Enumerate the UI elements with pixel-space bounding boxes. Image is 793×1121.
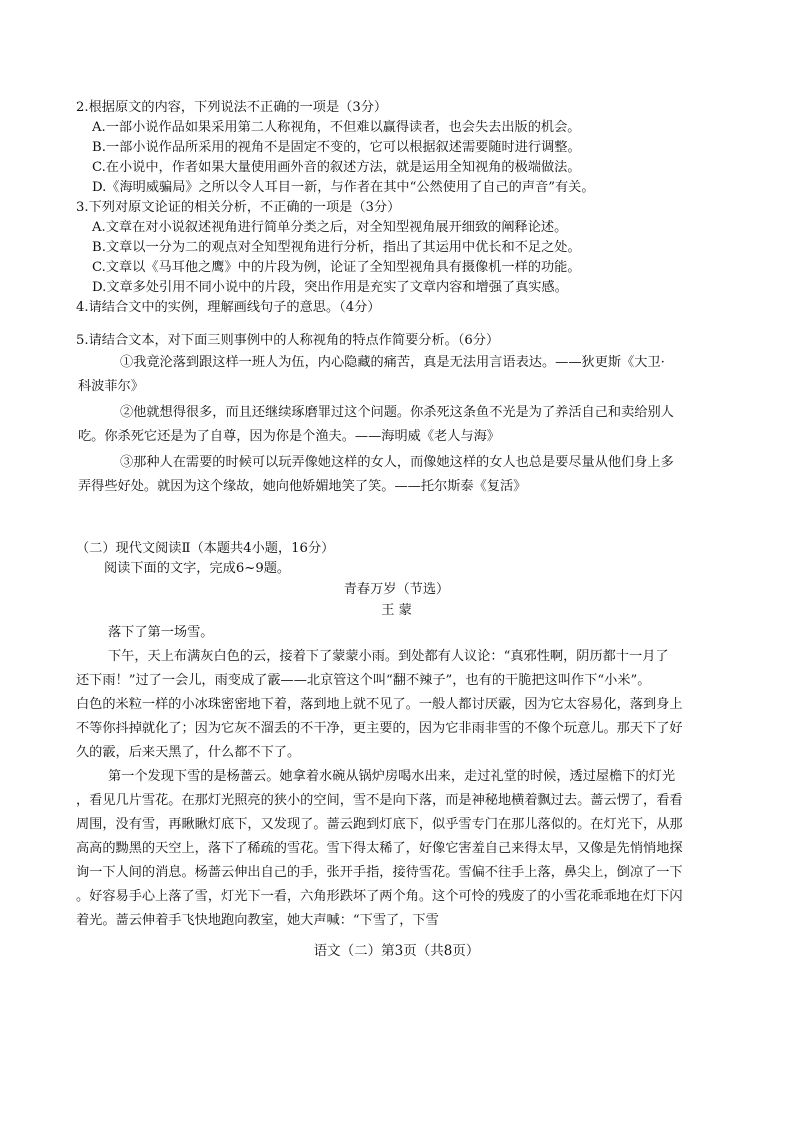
passage-line: 着光。蔷云伸着手飞快地跑向教室，她大声喊：“下雪了，下雪 bbox=[76, 913, 439, 928]
passage-line: 第一个发现下雪的是杨蔷云。她拿着水碗从锅炉房喝水出来，走过礼堂的时候，透过屋檐下的灯光 bbox=[108, 769, 676, 784]
passage-line: 周围，没有雪，再瞅瞅灯底下，又发现了。蔷云跑到灯底下，似乎雪专门在那儿落似的。在灯光下，从那 bbox=[76, 817, 683, 832]
question-2-option-b: B.一部小说作品所采用的视角不是固定不变的，它可以根据叙述需要随时进行调整。 bbox=[92, 140, 581, 155]
passage-line: 询一下人间的消息。杨蔷云伸出自己的手，张开手指，接待雪花。雪偏不往手上落，鼻尖上，倒凉了一下 bbox=[76, 865, 683, 880]
passage-line: 还下雨！”过了一会儿，雨变成了霰——北京管这个叫“翻不辣子”，也有的干脆把这叫作下“小米”。 bbox=[76, 673, 651, 688]
passage-line: 不等你抖掉就化了；因为它灰不溜丢的不干净，更主要的，因为它非雨非雪的不像个玩意儿。那天下了好 bbox=[76, 721, 683, 736]
question-5-stem: 5.请结合文本，对下面三则事例中的人称视角的特点作简要分析。（6分） bbox=[76, 333, 500, 348]
section-2-heading: （二）现代文阅读Ⅱ（本题共4小题，16分） bbox=[76, 541, 335, 556]
passage-line: 。好容易手心上落了雪，灯光下一看，六角形跌坏了两个角。这个可怜的残废了的小雪花乖乖地在灯下闪 bbox=[76, 889, 683, 904]
passage-line: 久的霰，后来天黑了，什么都不下了。 bbox=[76, 745, 301, 760]
question-3-option-c: C.文章以《马耳他之鹰》中的片段为例，论证了全知型视角具有摄像机一样的功能。 bbox=[92, 260, 581, 275]
question-3-option-b: B.文章以一分为二的观点对全知型视角进行分析，指出了其运用中优长和不足之处。 bbox=[92, 240, 581, 255]
passage-line: 落下了第一场雪。 bbox=[108, 625, 214, 640]
question-5-example-1-line-1: ①我竟沦落到跟这样一班人为伍，内心隐藏的痛苦，真是无法用言语表达。——狄更斯《大卫· bbox=[120, 355, 665, 370]
question-5-example-2-line-2: 吃。你杀死它还是为了自尊，因为你是个渔夫。——海明威《老人与海》 bbox=[78, 429, 500, 444]
passage-line: ，看见几片雪花。在那灯光照亮的狭小的空间，雪不是向下落，而是神秘地横着飘过去。蔷云愣了，看看 bbox=[76, 793, 683, 808]
section-2-instruction: 阅读下面的文字，完成6~9题。 bbox=[104, 561, 291, 576]
question-2-option-d: D.《海明威骗局》之所以令人耳目一新，与作者在其中“公然使用了自己的声音”有关。 bbox=[92, 180, 595, 195]
question-3-option-a: A.文章在对小说叙述视角进行简单分类之后，对全知型视角展开细致的阐释论述。 bbox=[92, 220, 568, 235]
page-footer: 语文（二）第3页（共8页） bbox=[313, 943, 480, 959]
passage-line: 下午，天上布满灰白色的云，接着下了蒙蒙小雨。到处都有人议论：“真邪性啊，阴历都十一月了 bbox=[108, 649, 669, 664]
question-5-example-2-line-1: ②他就想得很多，而且还继续琢磨罪过这个问题。你杀死这条鱼不光是为了养活自己和卖给别人 bbox=[120, 405, 674, 420]
question-2-stem: 2.根据原文的内容，下列说法不正确的一项是（3分） bbox=[76, 100, 388, 115]
question-3-option-d: D.文章多处引用不同小说中的片段，突出作用是充实了文章内容和增强了真实感。 bbox=[92, 280, 568, 295]
passage-title: 青春万岁（节选） bbox=[343, 582, 450, 597]
question-2-option-c: C.在小说中，作者如果大量使用画外音的叙述方法，就是运用全知视角的极端做法。 bbox=[92, 160, 581, 175]
question-5-example-3-line-1: ③那种人在需要的时候可以玩弄像她这样的女人，而像她这样的女人也总是要尽量从他们身上多 bbox=[120, 455, 674, 470]
question-4-stem: 4.请结合文中的实例，理解画线句子的意思。（4分） bbox=[76, 300, 381, 315]
question-2-option-a: A.一部小说作品如果采用第二人称视角，不但难以赢得读者，也会失去出版的机会。 bbox=[92, 120, 581, 135]
passage-author: 王 蒙 bbox=[381, 603, 412, 618]
question-5-example-1-line-2: 科波菲尔》 bbox=[78, 379, 144, 394]
question-3-stem: 3.下列对原文论证的相关分析，不正确的一项是（3分） bbox=[76, 200, 401, 215]
passage-line: 高高的黝黑的天空上，落下了稀疏的雪花。雪下得太稀了，好像它害羞自己来得太早，又像是先悄悄地探 bbox=[76, 841, 683, 856]
question-5-example-3-line-2: 弄得些好处。就因为这个缘故，她向他娇媚地笑了笑。——托尔斯泰《复活》 bbox=[78, 479, 527, 494]
passage-line: 白色的米粒一样的小冰珠密密地下着，落到地上就不见了。一般人都讨厌霰，因为它太容易化，落到身上 bbox=[76, 697, 683, 712]
